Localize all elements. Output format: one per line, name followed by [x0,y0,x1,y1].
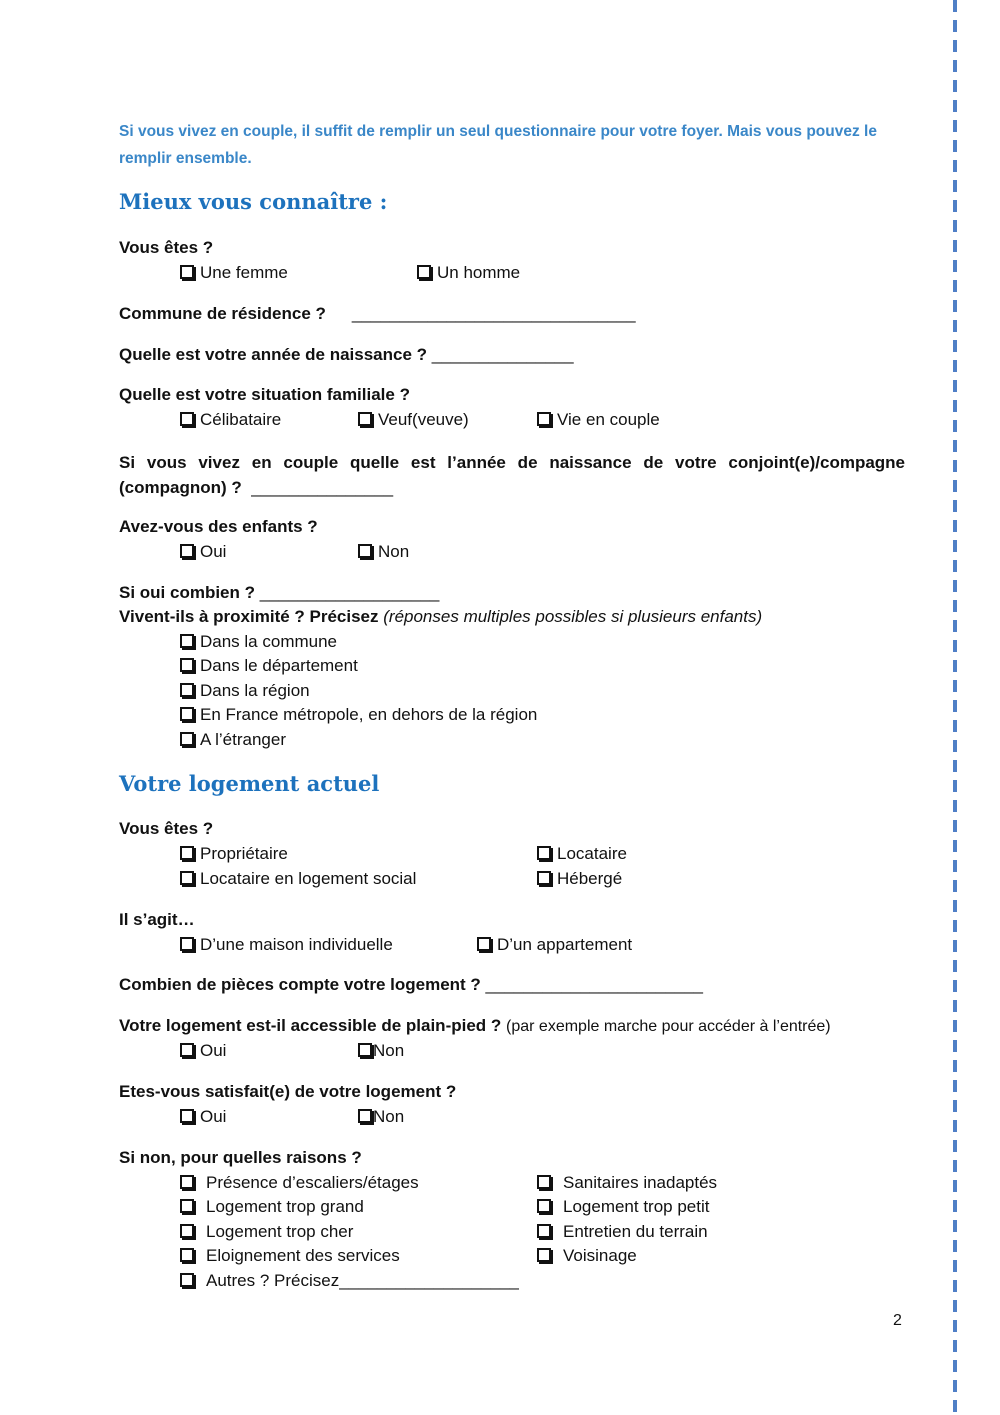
question-statut-logement: Vous êtes ? [119,819,214,838]
option-enfants-oui[interactable]: Oui [180,542,226,562]
question-pieces: Combien de pièces compte votre logement ? _______________________ [119,975,704,994]
question-commune: Commune de résidence ? ______________________________ [119,304,636,323]
checkbox-icon[interactable] [180,544,194,558]
question-combien: Si oui combien ? ___________________ [119,583,440,602]
checkbox-icon[interactable] [180,1224,194,1238]
option-homme[interactable]: Un homme [417,263,520,283]
checkbox-icon[interactable] [180,937,194,951]
answer-line-annee[interactable]: _______________ [431,345,574,364]
checkbox-icon[interactable] [358,544,372,558]
option-eloignement[interactable]: Eloignement des services [180,1246,400,1266]
checkbox-icon[interactable] [180,658,194,672]
checkbox-icon[interactable] [180,1043,194,1057]
option-locataire-social[interactable]: Locataire en logement social [180,869,416,889]
option-celibataire[interactable]: Célibataire [180,410,281,430]
option-veuf[interactable]: Veuf(veuve) [358,410,469,430]
question-raisons: Si non, pour quelles raisons ? [119,1148,362,1167]
option-satisfait-oui[interactable]: Oui [180,1107,226,1127]
checkbox-icon[interactable] [180,871,194,885]
section-title-connaitre: Mieux vous connaître : [119,189,388,214]
option-heberge[interactable]: Hébergé [537,869,622,889]
option-france-metropole[interactable]: En France métropole, en dehors de la région [180,705,537,725]
option-autres[interactable]: Autres ? Précisez___________________ [180,1271,519,1291]
option-dans-commune[interactable]: Dans la commune [180,632,337,652]
checkbox-icon[interactable] [180,707,194,721]
checkbox-icon[interactable] [537,1224,551,1238]
answer-line-conjoint[interactable]: _______________ [251,478,394,497]
option-trop-grand[interactable]: Logement trop grand [180,1197,364,1217]
checkbox-icon[interactable] [180,412,194,426]
question-annee-naissance: Quelle est votre année de naissance ? _______________ [119,345,574,364]
intro-text: Si vous vivez en couple, il suffit de remplir un seul questionnaire pour votre foyer. Mais vous pouvez le remplir ensemble. [119,123,877,167]
checkbox-icon[interactable] [537,1248,551,1262]
checkbox-icon[interactable] [358,1043,372,1057]
question-sexe: Vous êtes ? [119,238,214,257]
checkbox-icon[interactable] [180,1248,194,1262]
checkbox-icon[interactable] [537,871,551,885]
checkbox-icon[interactable] [537,1175,551,1189]
option-maison[interactable]: D’une maison individuelle [180,935,393,955]
checkbox-icon[interactable] [358,1109,372,1123]
option-enfants-non[interactable]: Non [358,542,409,562]
option-femme[interactable]: Une femme [180,263,288,283]
checkbox-icon[interactable] [537,1199,551,1213]
question-situation-familiale: Quelle est votre situation familiale ? [119,385,410,404]
option-sanitaires[interactable]: Sanitaires inadaptés [537,1173,717,1193]
checkbox-icon[interactable] [537,412,551,426]
option-appartement[interactable]: D’un appartement [477,935,632,955]
option-voisinage[interactable]: Voisinage [537,1246,637,1266]
option-trop-cher[interactable]: Logement trop cher [180,1222,353,1242]
option-accessible-non[interactable]: Non [358,1041,404,1061]
checkbox-icon[interactable] [180,732,194,746]
option-trop-petit[interactable]: Logement trop petit [537,1197,709,1217]
checkbox-icon[interactable] [180,634,194,648]
checkbox-icon[interactable] [180,265,194,279]
checkbox-icon[interactable] [358,412,372,426]
question-annee-conjoint: Si vous vivez en couple quelle est l’année de naissance de votre conjoint(e)/compagne (compagnon) ? _______________ [119,453,905,497]
checkbox-icon[interactable] [180,683,194,697]
checkbox-icon[interactable] [180,1109,194,1123]
option-dans-region[interactable]: Dans la région [180,681,310,701]
checkbox-icon[interactable] [180,1273,194,1287]
checkbox-icon[interactable] [537,846,551,860]
option-proprietaire[interactable]: Propriétaire [180,844,288,864]
option-entretien[interactable]: Entretien du terrain [537,1222,708,1242]
answer-line-commune[interactable]: ______________________________ [351,304,636,323]
answer-line-combien[interactable]: ___________________ [259,583,440,602]
question-accessible: Votre logement est-il accessible de plain-pied ? (par exemple marche pour accéder à l’entrée) [119,1016,831,1035]
question-enfants: Avez-vous des enfants ? [119,517,318,536]
option-vie-en-couple[interactable]: Vie en couple [537,410,660,430]
page-border-dashed [953,0,957,1415]
checkbox-icon[interactable] [180,846,194,860]
option-escaliers[interactable]: Présence d’escaliers/étages [180,1173,419,1193]
question-satisfait: Etes-vous satisfait(e) de votre logement ? [119,1082,457,1101]
question-type-logement: Il s’agit… [119,910,195,929]
checkbox-icon[interactable] [180,1175,194,1189]
option-etranger[interactable]: A l’étranger [180,730,286,750]
section-title-logement: Votre logement actuel [119,771,380,796]
checkbox-icon[interactable] [477,937,491,951]
option-locataire[interactable]: Locataire [537,844,627,864]
checkbox-icon[interactable] [417,265,431,279]
checkbox-icon[interactable] [180,1199,194,1213]
answer-line-pieces[interactable]: _______________________ [485,975,704,994]
option-dans-departement[interactable]: Dans le département [180,656,358,676]
option-satisfait-non[interactable]: Non [358,1107,404,1127]
question-proximite: Vivent-ils à proximité ? Précisez (réponses multiples possibles si plusieurs enfants) [119,607,763,626]
page-number: 2 [893,1312,902,1329]
option-accessible-oui[interactable]: Oui [180,1041,226,1061]
